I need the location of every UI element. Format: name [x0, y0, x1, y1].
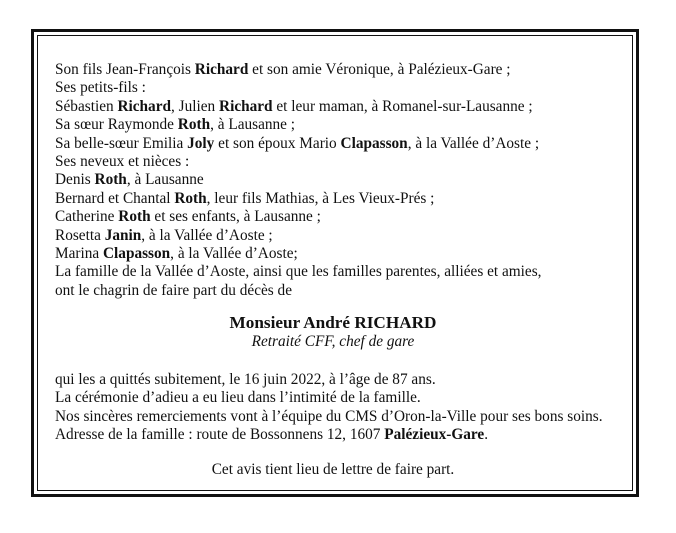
- bold-surname: Roth: [174, 189, 207, 207]
- bold-surname: Clapasson: [103, 245, 171, 263]
- family-line-10: Rosetta Janin, à la Vallée d’Aoste ;: [55, 226, 273, 244]
- footer-note: Cet avis tient lieu de lettre de faire part.: [211, 461, 455, 479]
- family-list: [55, 61, 645, 300]
- family-line-12: La famille de la Vallée d’Aoste, ainsi que les familles parentes, alliées et amies,: [55, 263, 542, 281]
- family-line-6: Ses neveux et nièces :: [55, 153, 190, 171]
- deceased-name: Monsieur André RICHARD: [229, 313, 437, 333]
- family-line-3: Sébastien Richard, Julien Richard et leur maman, à Romanel-sur-Lausanne ;: [55, 97, 533, 115]
- bold-surname: Palézieux-Gare: [384, 425, 485, 443]
- bold-surname: Roth: [118, 208, 151, 226]
- bold-surname: Roth: [177, 116, 211, 134]
- family-line-7: Denis Roth, à Lausanne: [55, 171, 204, 189]
- family-line-9: Catherine Roth et ses enfants, à Lausanne ;: [55, 208, 321, 226]
- closing-line-3: Nos sincères remerciements vont à l’équipe du CMS d’Oron-la-Ville pour ses bons soins.: [55, 407, 603, 425]
- closing-paragraph: [55, 371, 645, 445]
- bold-surname: Clapasson: [340, 134, 408, 152]
- family-line-8: Bernard et Chantal Roth, leur fils Mathias, à Les Vieux-Prés ;: [55, 189, 435, 207]
- family-line-13: ont le chagrin de faire part du décès de: [55, 281, 292, 299]
- family-line-11: Marina Clapasson, à la Vallée d’Aoste;: [55, 245, 298, 263]
- family-line-2: Ses petits-fils :: [55, 79, 146, 97]
- deceased-title: Retraité CFF, chef de gare: [251, 333, 415, 351]
- bold-surname: Richard: [117, 97, 171, 115]
- closing-line-2: La cérémonie d’adieu a eu lieu dans l’intimité de la famille.: [55, 389, 421, 407]
- bold-surname: Janin: [104, 226, 142, 244]
- family-line-4: Sa sœur Raymonde Roth, à Lausanne ;: [55, 116, 296, 134]
- bold-surname: Roth: [94, 171, 127, 189]
- closing-line-1: qui les a quittés subitement, le 16 juin 2022, à l’âge de 87 ans.: [55, 370, 436, 388]
- bold-surname: Richard: [194, 61, 249, 78]
- bold-surname: Richard: [219, 97, 273, 115]
- closing-line-4: Adresse de la famille : route de Bossonnens 12, 1607 Palézieux-Gare.: [55, 425, 489, 443]
- family-line-1: Son fils Jean-François Richard et son amie Véronique, à Palézieux-Gare ;: [55, 61, 511, 78]
- family-line-5: Sa belle-sœur Emilia Joly et son époux Mario Clapasson, à la Vallée d’Aoste ;: [55, 134, 540, 152]
- bold-surname: Joly: [187, 134, 215, 152]
- death-notice: [55, 61, 645, 480]
